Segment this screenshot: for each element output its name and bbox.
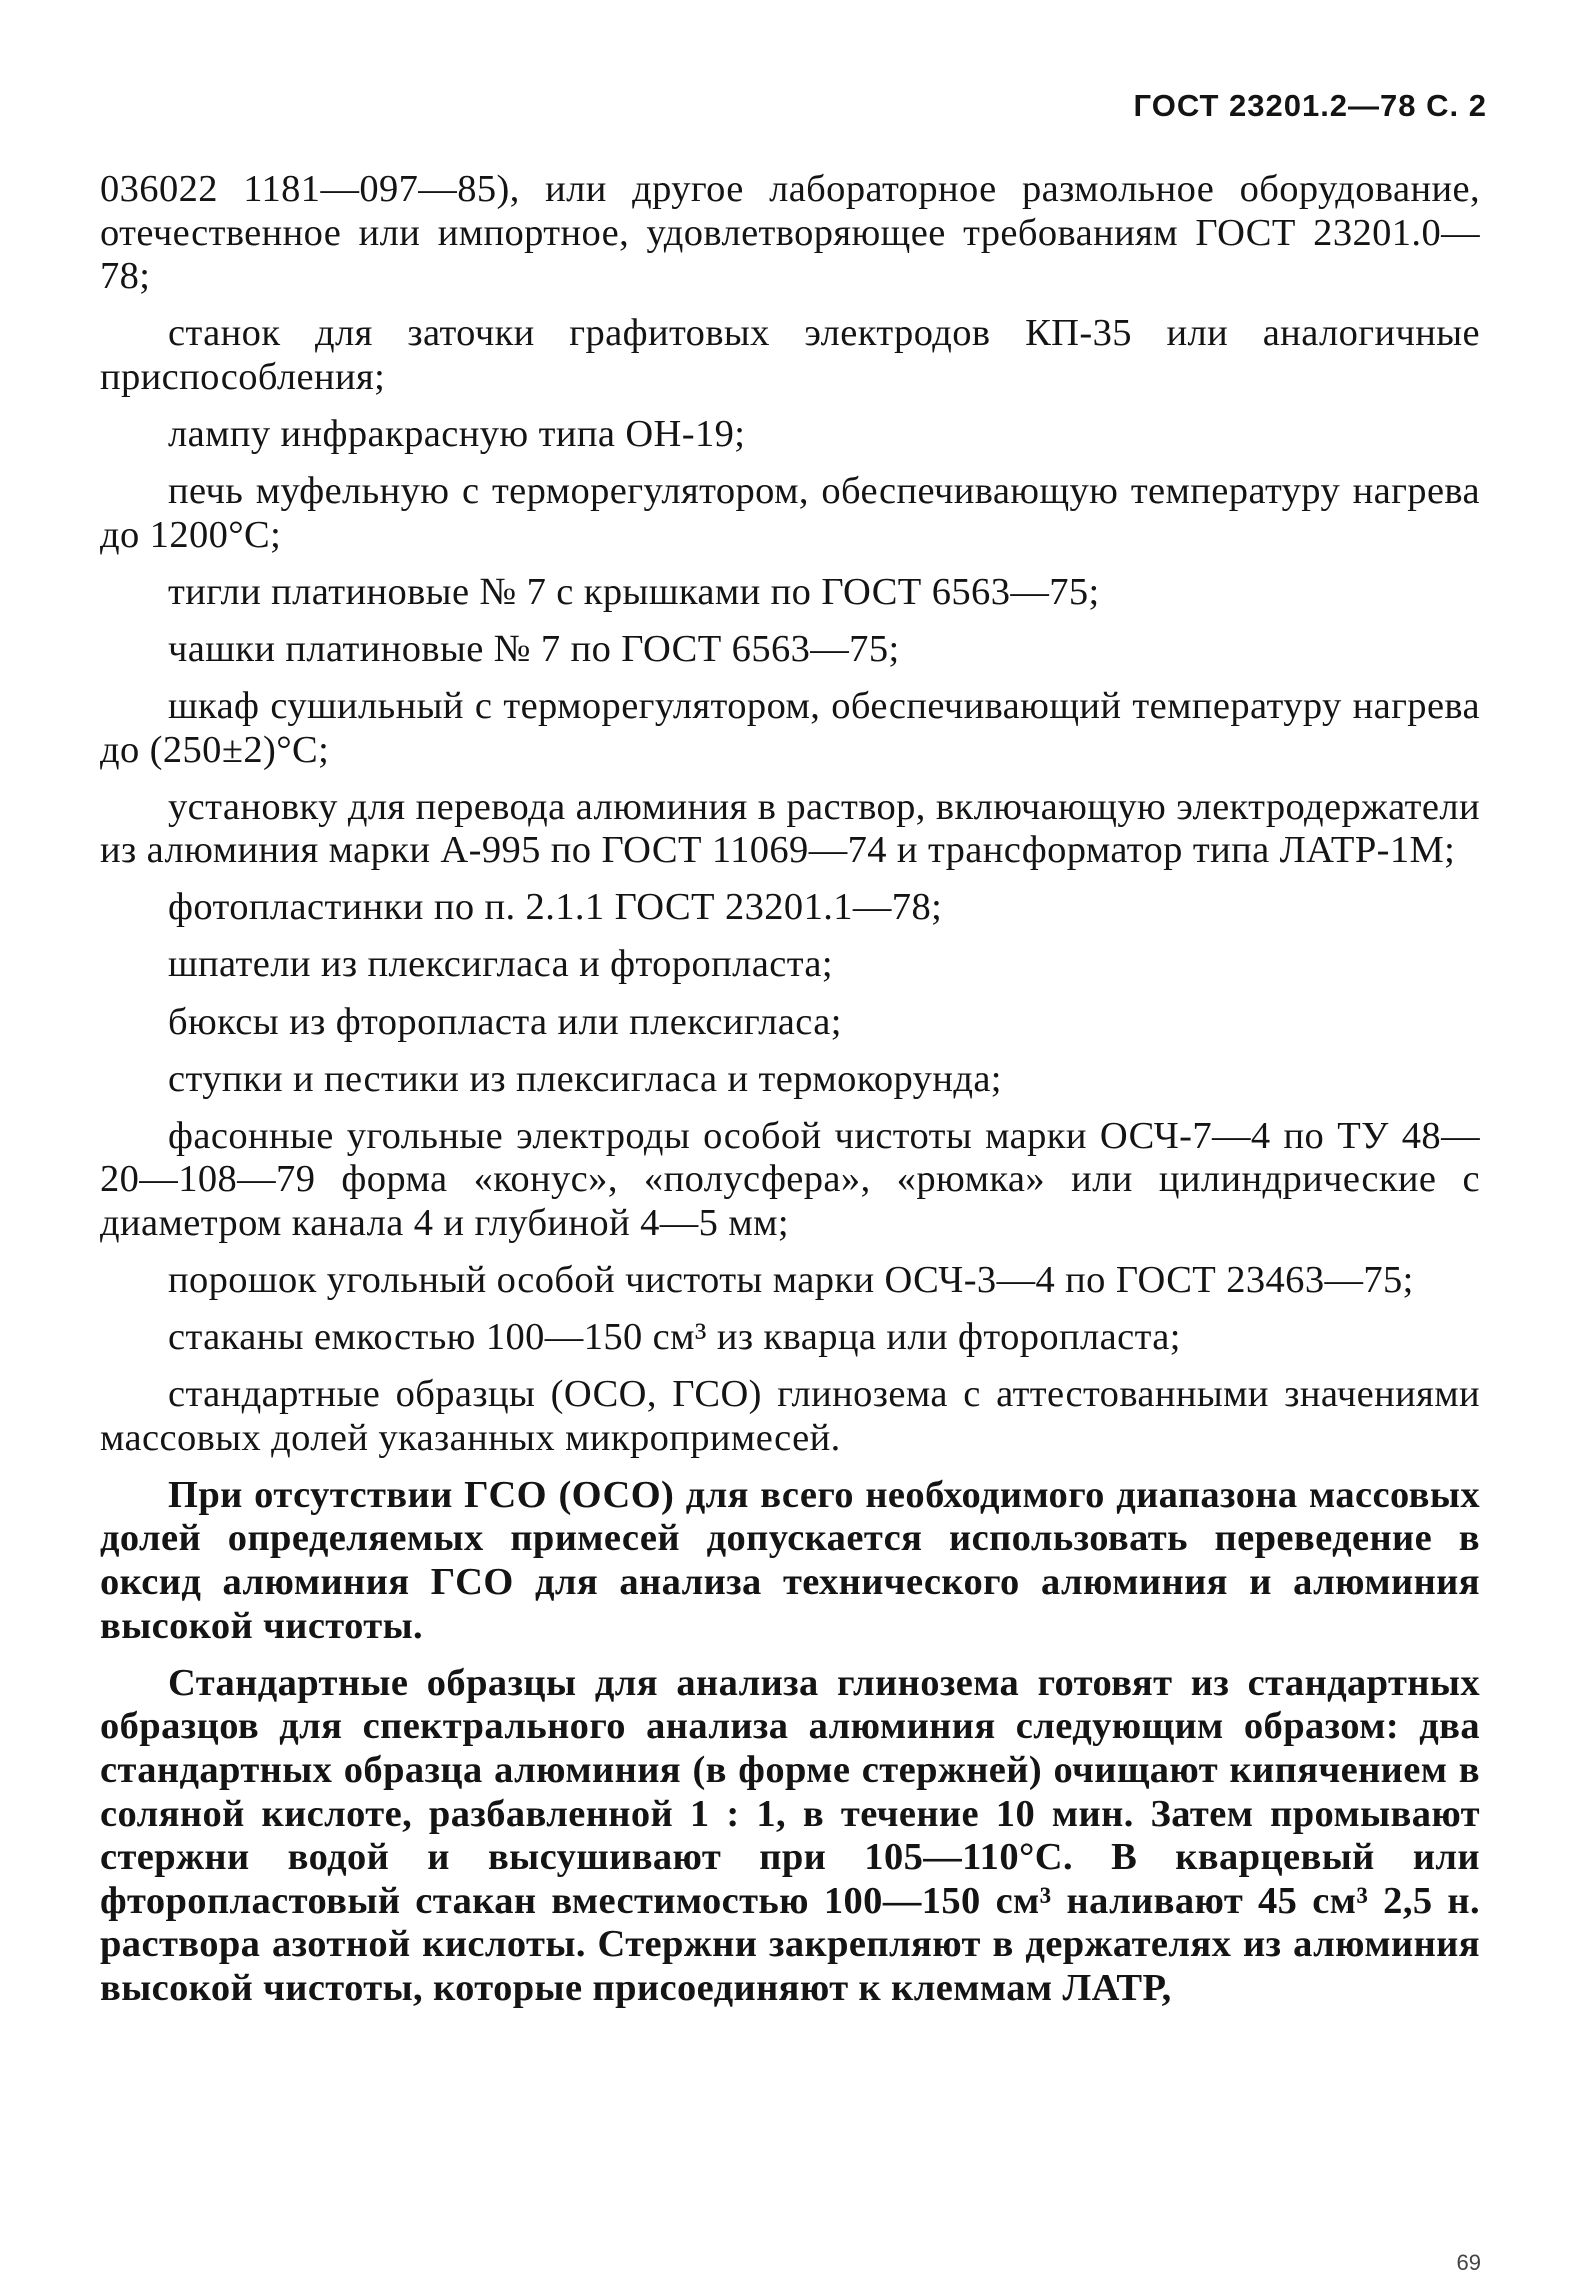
- list-item-carbon-powder: порошок угольный особой чистоты марки ОСЧ-3—4 по ГОСТ 23463—75;: [168, 1258, 1414, 1301]
- list-item-muffle-furnace: печь муфельную с терморегулятором, обеспечивающую температуру нагрева до 1200°С;: [100, 470, 1480, 556]
- list-item-weighing-bottles: бюксы из фторопласта или плексигласа;: [168, 1000, 842, 1043]
- list-item-carbon-electrodes: фасонные угольные электроды особой чистоты марки ОСЧ-7—4 по ТУ 48—20—108—79 форма «конус», «полусфера», «рюмка» или цилиндрические с диаметром канала 4 и глубиной 4—5 мм;: [100, 1114, 1480, 1244]
- paragraph-standard-preparation: Стандартные образцы для анализа глинозема готовят из стандартных образцов для спектрального анализа алюминия следующим образом: два стандартных образца алюминия (в форме стержней) очищают кипячением в соляной кислоте, разбавленной 1 : 1, в течение 10 мин. Затем промывают стержни водой и высушивают при 105—110°С. В кварцевый или фторопластовый стакан вместимостью 100—150 см³ наливают 45 см³ 2,5 н. раствора азотной кислоты. Стержни закрепляют в держателях из алюминия высокой чистоты, которые присоединяют к клеммам ЛАТР,: [100, 1661, 1480, 2009]
- list-item-dissolution-setup: установку для перевода алюминия в раствор, включающую электродержатели из алюминия марки А-995 по ГОСТ 11069—74 и трансформатор типа ЛАТР-1М;: [100, 785, 1480, 872]
- list-item-platinum-crucibles: тигли платиновые № 7 с крышками по ГОСТ 6563—75;: [168, 570, 1100, 613]
- list-item-sharpening-machine: станок для заточки графитовых электродов КП-35 или аналогичные приспособления;: [100, 312, 1480, 398]
- list-item-drying-cabinet: шкаф сушильный с терморегулятором, обеспечивающий температуру нагрева до (250±2)°С;: [100, 684, 1480, 771]
- page-number-partial: 69: [1456, 2250, 1481, 2275]
- document-body: [100, 168, 1480, 2024]
- paragraph-equipment-continued: 036022 1181—097—85), или другое лабораторное размольное оборудование, отечественное или импортное, удовлетворяющее требованиям ГОСТ 23201.0—78;: [100, 168, 1480, 298]
- list-item-spatulas: шпатели из плексигласа и фторопласта;: [168, 943, 833, 986]
- list-item-beakers: стаканы емкостью 100—150 см³ из кварца или фторопласта;: [168, 1316, 1181, 1359]
- list-item-standard-samples: стандартные образцы (ОСО, ГСО) глинозема с аттестованными значениями массовых долей указанных микропримесей.: [100, 1373, 1480, 1459]
- list-item-photo-plates: фотопластинки по п. 2.1.1 ГОСТ 23201.1—78;: [168, 886, 943, 929]
- list-item-platinum-cups: чашки платиновые № 7 по ГОСТ 6563—75;: [168, 627, 900, 670]
- page-header: ГОСТ 23201.2—78 С. 2: [1133, 88, 1487, 123]
- paragraph-absence-of-standards: При отсутствии ГСО (ОСО) для всего необходимого диапазона массовых долей определяемых примесей допускается использовать переведение в оксид алюминия ГСО для анализа технического алюминия и алюминия высокой чистоты.: [100, 1473, 1480, 1647]
- list-item-infrared-lamp: лампу инфракрасную типа ОН-19;: [168, 412, 746, 455]
- list-item-mortars: ступки и пестики из плексигласа и термокорунда;: [168, 1057, 1002, 1100]
